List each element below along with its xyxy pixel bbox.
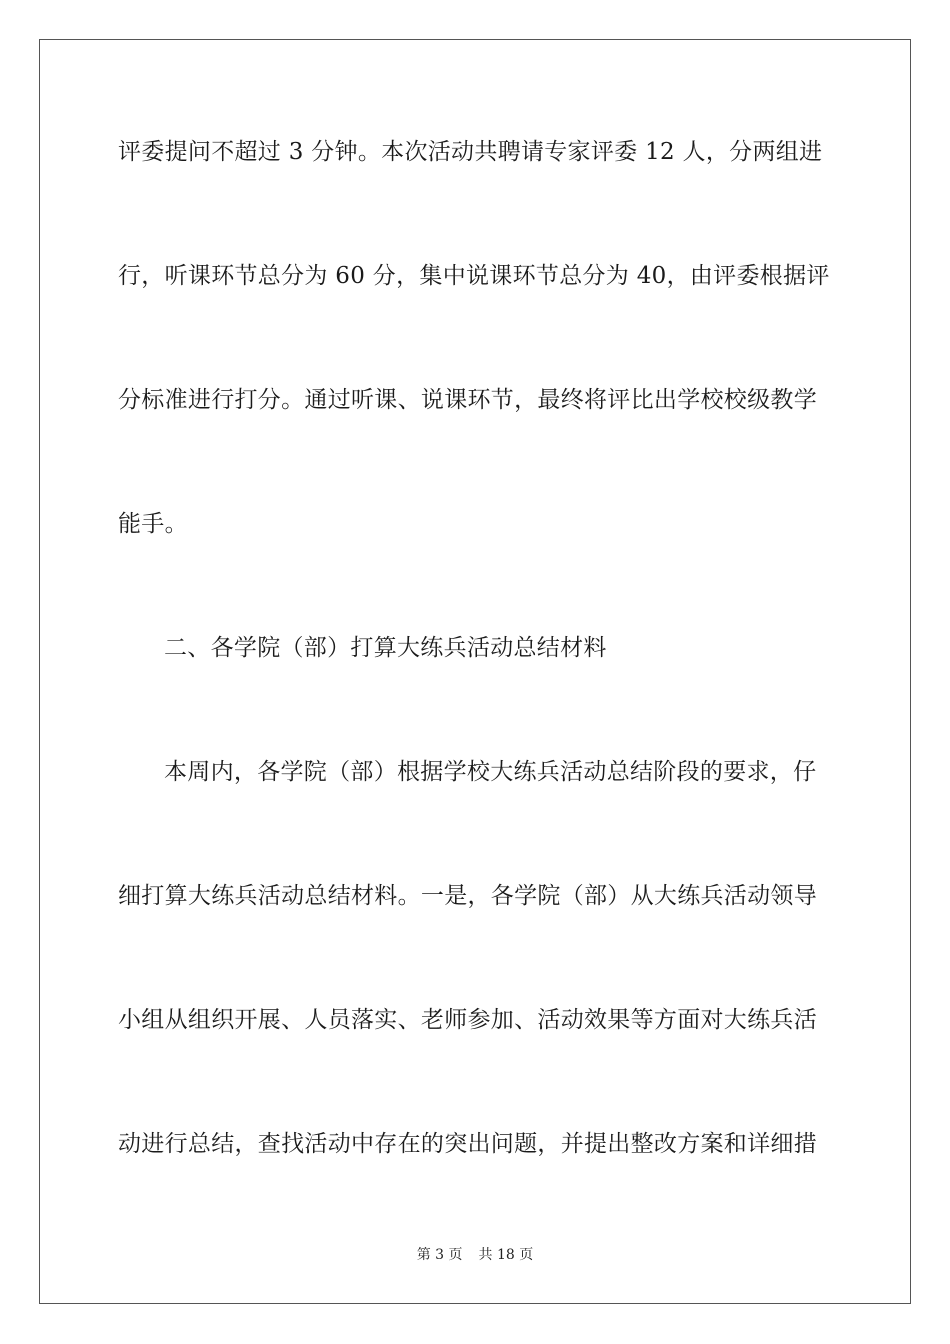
- body-line-2: 行，听课环节总分为 60 分，集中说课环节总分为 40，由评委根据评: [118, 263, 830, 289]
- section-heading: 二、各学院（部）打算大练兵活动总结材料: [164, 635, 607, 661]
- body-line-8: 小组从组织开展、人员落实、老师参加、活动效果等方面对大练兵活: [118, 1007, 817, 1033]
- body-line-1: 评委提问不超过 3 分钟。本次活动共聘请专家评委 12 人，分两组进: [118, 139, 823, 165]
- page-frame: [39, 39, 911, 1304]
- page-total: 共 18 页: [478, 1247, 534, 1263]
- body-line-7: 细打算大练兵活动总结材料。一是，各学院（部）从大练兵活动领导: [118, 883, 817, 909]
- body-line-9: 动进行总结，查找活动中存在的突出问题，并提出整改方案和详细措: [118, 1131, 817, 1157]
- body-line-3: 分标准进行打分。通过听课、说课环节，最终将评比出学校校级教学: [118, 387, 817, 413]
- body-line-4: 能手。: [118, 511, 188, 537]
- page-footer: [0, 1246, 950, 1264]
- body-line-6: 本周内，各学院（部）根据学校大练兵活动总结阶段的要求，仔: [164, 759, 817, 785]
- page-number: 第 3 页: [416, 1247, 463, 1263]
